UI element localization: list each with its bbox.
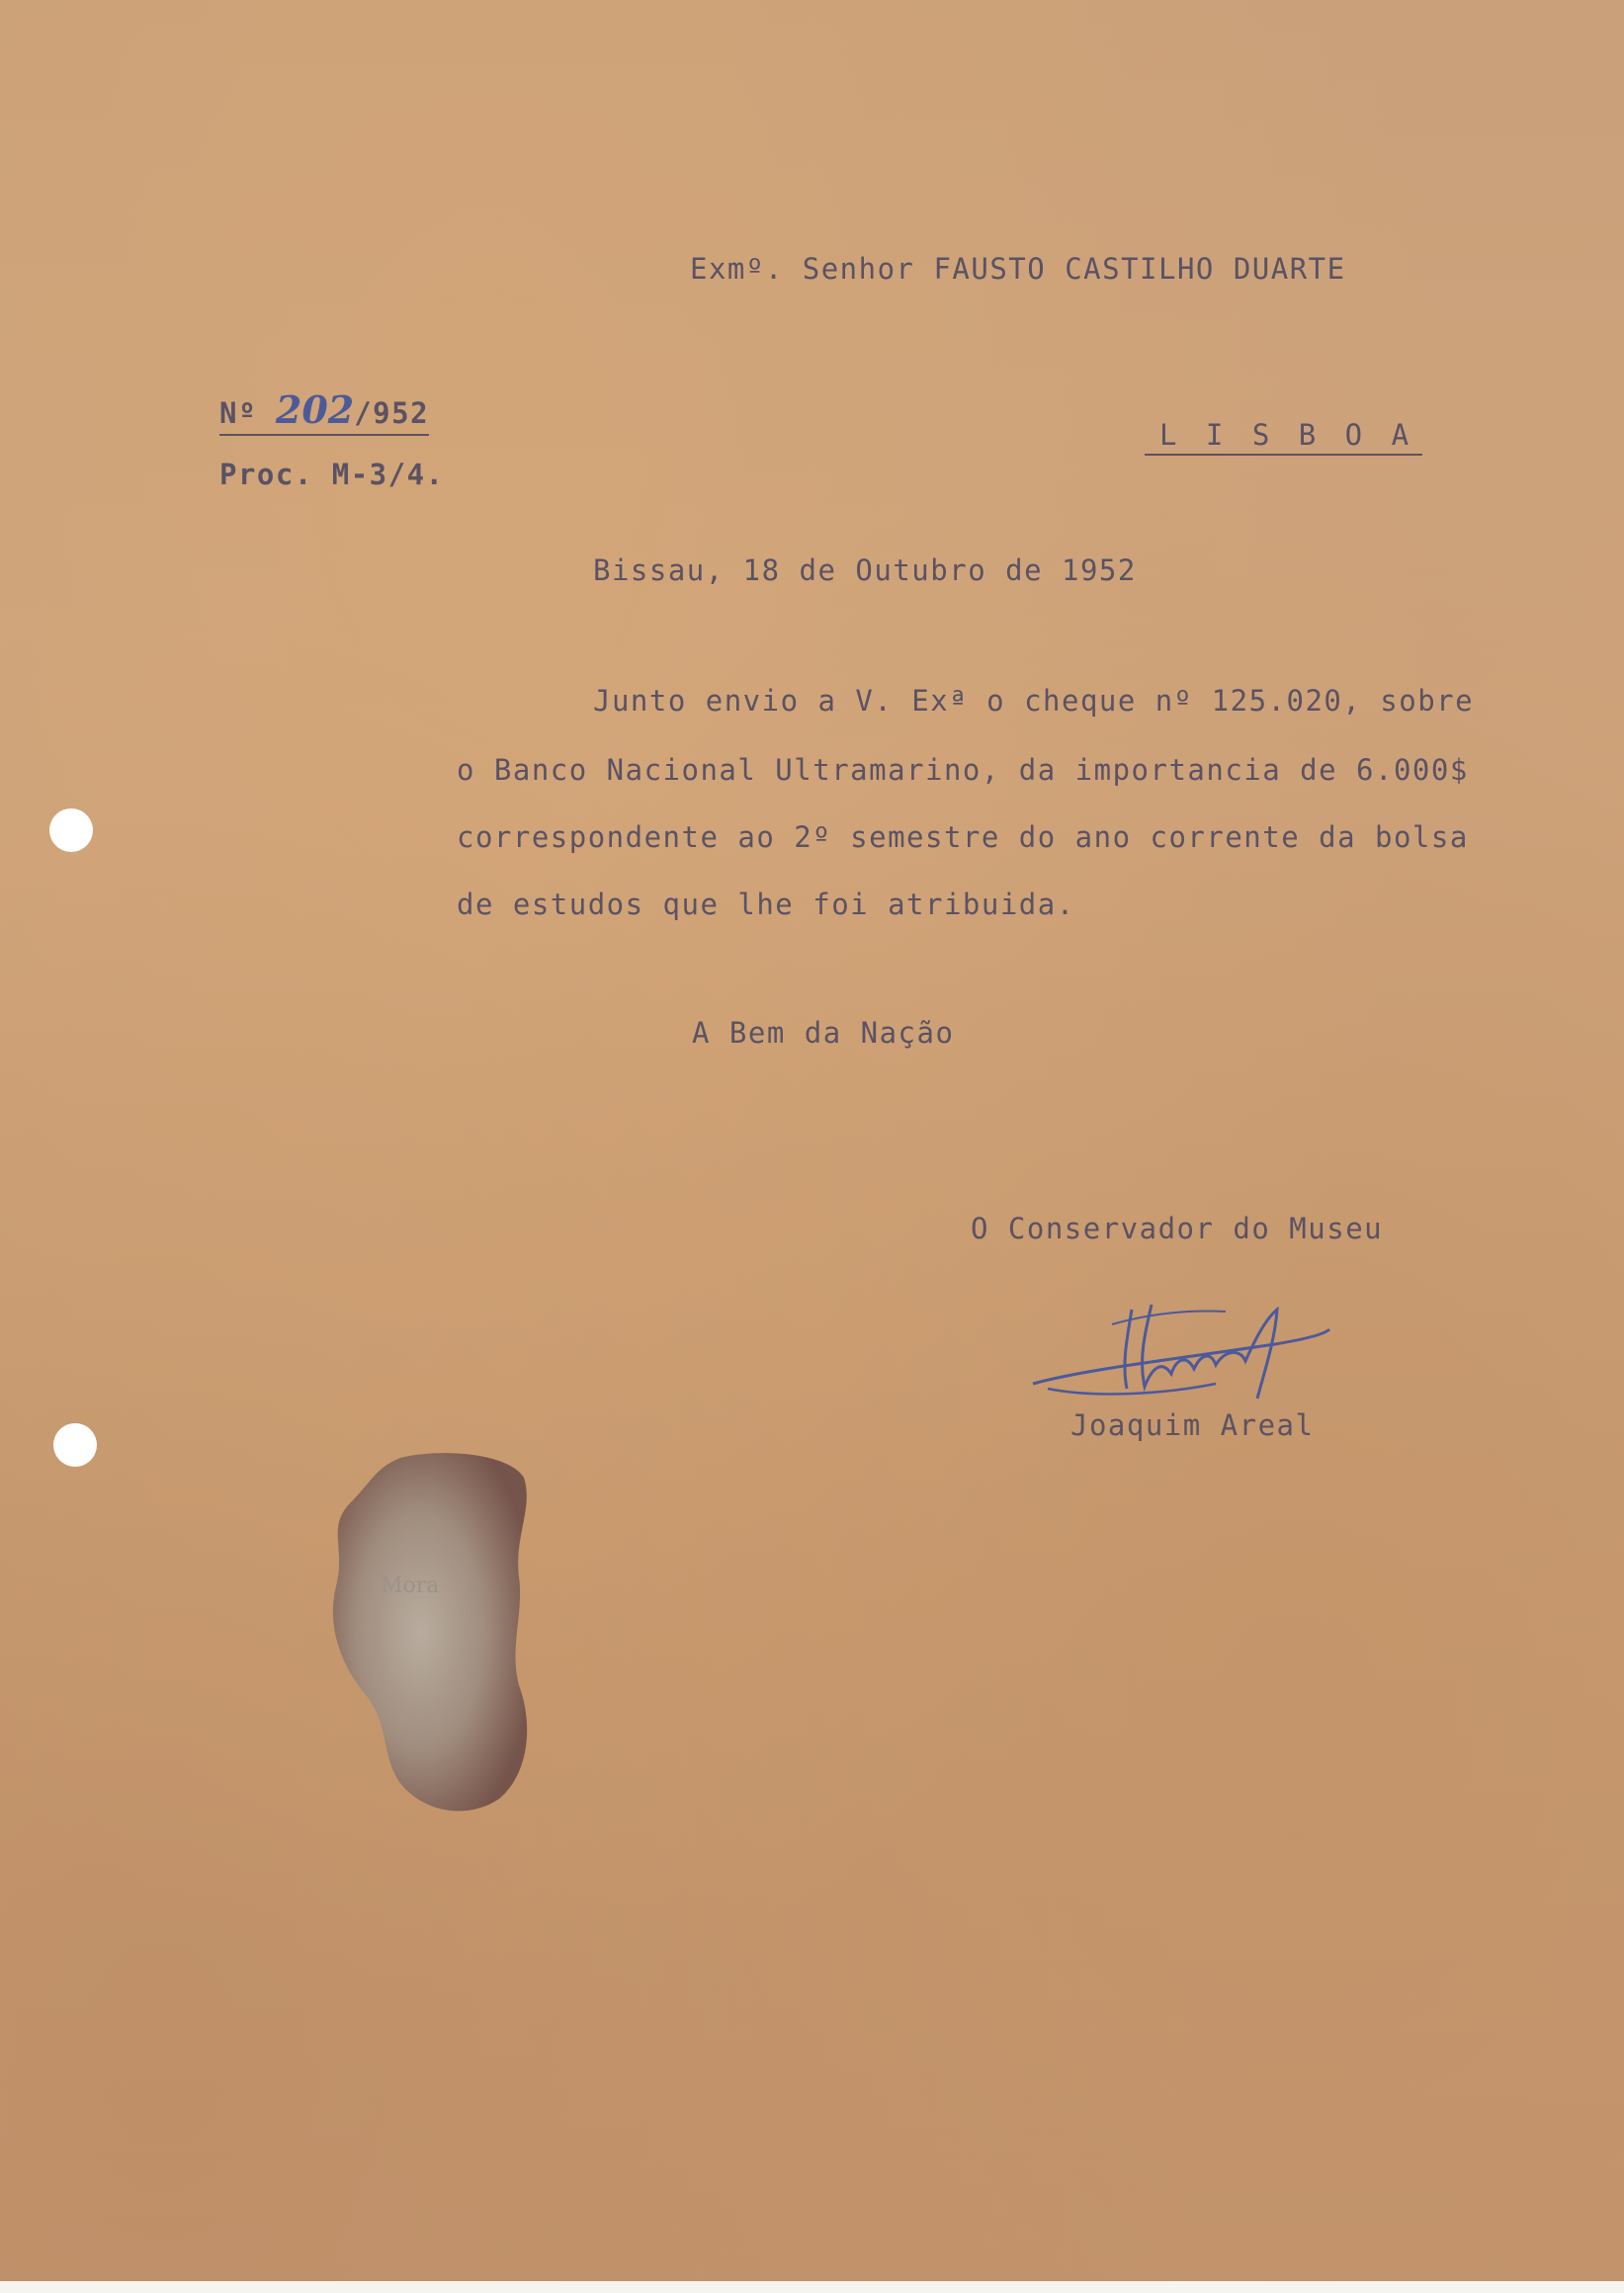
addressee: Exmº. Senhor FAUSTO CASTILHO DUARTE	[690, 252, 1346, 286]
body-line: Junto envio a V. Exª o cheque nº 125.020, sobre	[593, 684, 1475, 718]
body-line: de estudos que lhe foi atribuida.	[457, 888, 1075, 921]
punch-hole-bottom	[53, 1423, 97, 1467]
reference-prefix: Nº	[219, 396, 276, 430]
reference-number	[219, 387, 429, 436]
signer-title: O Conservador do Museu	[971, 1212, 1384, 1245]
body-line: correspondente ao 2º semestre do ano corrente da bolsa	[457, 820, 1469, 854]
faded-stamp-stain	[321, 1448, 549, 1819]
punch-hole-top	[49, 808, 93, 852]
body-line: o Banco Nacional Ultramarino, da importancia de 6.000$	[457, 753, 1469, 787]
destination-city: L I S B O A	[1145, 418, 1422, 456]
reference-number-handwritten: 202	[275, 387, 355, 432]
process-reference: Proc. M-3/4.	[219, 458, 445, 491]
signer-name: Joaquim Areal	[1070, 1408, 1315, 1442]
date-line: Bissau, 18 de Outubro de 1952	[593, 553, 1137, 587]
page-bottom-edge	[0, 2281, 1624, 2293]
stamp-text: Mora	[381, 1573, 440, 1598]
handwritten-signature	[1028, 1290, 1334, 1418]
closing-salutation: A Bem da Nação	[692, 1016, 955, 1050]
reference-year: /952	[354, 396, 430, 430]
